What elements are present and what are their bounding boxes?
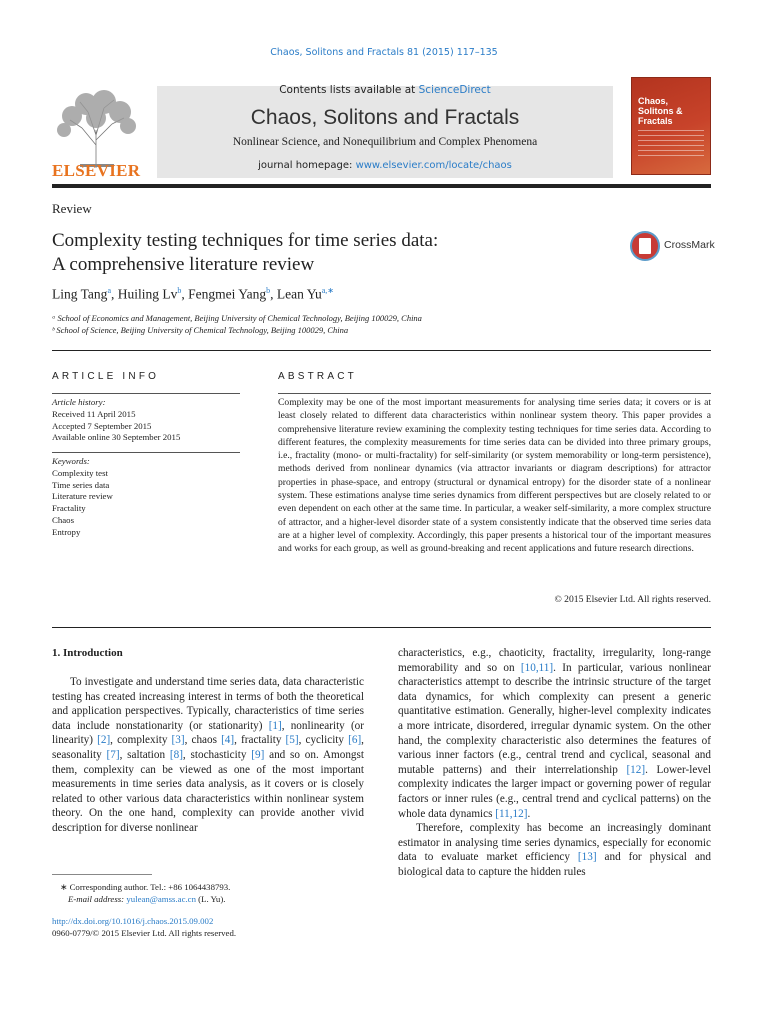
- email-suffix: (L. Yu).: [195, 894, 226, 904]
- article-title: [52, 229, 612, 277]
- citation-link[interactable]: [3]: [171, 734, 185, 747]
- citation-link[interactable]: [5]: [285, 734, 299, 747]
- citation-link[interactable]: [1]: [268, 719, 282, 732]
- keywords-block: [52, 456, 240, 539]
- section-rule: [52, 350, 711, 351]
- author-affil-marker[interactable]: a: [107, 286, 111, 295]
- journal-title: Chaos, Solitons and Fractals: [250, 106, 520, 129]
- abstract-copyright: © 2015 Elsevier Ltd. All rights reserved.: [554, 594, 711, 605]
- article-type: Review: [52, 201, 92, 216]
- body-text: , seasonality: [52, 734, 364, 761]
- section-heading-introduction: 1. Introduction: [52, 647, 123, 659]
- body-text: and for physical and biological data to capture the hidden rules: [398, 851, 711, 878]
- body-text: , cyclicity: [298, 734, 349, 747]
- sciencedirect-link[interactable]: ScienceDirect: [418, 84, 491, 96]
- issn-copyright: 0960-0779/© 2015 Elsevier Ltd. All rights reserved.: [52, 928, 237, 938]
- body-text: characteristics, e.g., chaoticity, fractality, irregularity, long-range memorability and so on: [398, 647, 711, 674]
- body-paragraph: [52, 675, 364, 836]
- section-rule: [52, 627, 711, 628]
- history-label: Article history:: [52, 397, 106, 407]
- homepage-prefix: journal homepage:: [258, 160, 356, 171]
- article-info-rule: [52, 393, 240, 394]
- body-text: , chaos: [184, 734, 222, 747]
- body-text: , fractality: [234, 734, 286, 747]
- author-affil-marker[interactable]: a,∗: [321, 286, 335, 295]
- header-rule: [52, 184, 711, 188]
- citation-link[interactable]: [11,12]: [495, 807, 528, 820]
- email-label: E-mail address:: [68, 894, 127, 904]
- contents-line: [157, 84, 613, 96]
- body-text: , complexity: [110, 734, 172, 747]
- contents-prefix: Contents lists available at: [279, 84, 419, 96]
- citation-link[interactable]: [9]: [251, 748, 265, 761]
- keywords-label: Keywords:: [52, 456, 90, 466]
- history-accepted: Accepted 7 September 2015: [52, 420, 152, 431]
- keyword: Time series data: [52, 479, 110, 490]
- body-paragraph: [398, 646, 711, 821]
- citation-link[interactable]: [2]: [97, 734, 111, 747]
- keyword: Fractality: [52, 503, 86, 514]
- citation-link[interactable]: [8]: [169, 748, 183, 761]
- journal-subtitle: Nonlinear Science, and Nonequilibrium and Complex Phenomena: [232, 136, 538, 148]
- homepage-link[interactable]: www.elsevier.com/locate/chaos: [355, 160, 512, 171]
- article-history: [52, 397, 240, 444]
- keyword: Literature review: [52, 491, 113, 502]
- cover-decoration: [638, 130, 704, 160]
- footnote-rule: [52, 874, 152, 875]
- body-paragraph: [398, 821, 711, 879]
- crossmark-badge[interactable]: [630, 231, 714, 263]
- keyword: Complexity test: [52, 467, 108, 478]
- body-text: , nonlinearity (or linearity): [52, 719, 364, 747]
- citation-link[interactable]: [4]: [221, 734, 235, 747]
- citation-link[interactable]: [10,11]: [520, 661, 554, 674]
- body-column-right: [398, 646, 711, 880]
- body-text: , saltation: [119, 748, 170, 761]
- body-text: . In particular, various nonlinear characteristics attempt to describe the intrinsic structure of the target data dynamics, for which complexity can present a generic quantitative estimation. Generally, higher-level complexity indicates a more intricate, disordered, irregular dynamic system. On the other hand, the complexity characteristic also determines the features of various inner factors (e.g., central trend and cyclical, seasonal and mutable patterns) and their interrelationship: [398, 661, 711, 776]
- crossmark-label: CrossMark: [664, 239, 715, 251]
- crossmark-icon: [630, 231, 660, 261]
- author-name[interactable]: Ling Tang: [52, 286, 108, 302]
- body-text: and so on. Amongst them, complexity can be viewed as one of the most important measurements in time series data analysis, as it covers or is closely related to other various data characteristics within nonlinear system theory. On the one hand, complexity can provide another vivid description for diverse nonlinear: [52, 748, 364, 834]
- citation-link[interactable]: [13]: [577, 851, 597, 864]
- article-title-line-2: A comprehensive literature review: [52, 254, 315, 275]
- journal-homepage: [157, 160, 613, 171]
- email-note: [68, 893, 225, 905]
- author-name[interactable]: Fengmei Yang: [188, 286, 267, 302]
- article-title-line-1: Complexity testing techniques for time series data:: [52, 230, 439, 251]
- abstract-heading: ABSTRACT: [278, 371, 357, 382]
- body-text: To investigate and understand time series data, data characteristic testing has created increasing interest in terms of both the theoretical and application perspectives. Typically, characteristics of time series data include nonstationarity (or stationarity): [52, 676, 364, 732]
- history-received: Received 11 April 2015: [52, 408, 136, 419]
- email-link[interactable]: yulean@amss.ac.cn: [126, 894, 196, 904]
- body-text: .: [527, 807, 531, 820]
- doi-link[interactable]: http://dx.doi.org/10.1016/j.chaos.2015.09.002: [52, 916, 214, 926]
- body-column-left: [52, 675, 364, 836]
- author-name[interactable]: Lean Yu: [276, 286, 322, 302]
- body-text: Therefore, complexity has become an increasingly dominant estimator in analysing time series dynamics, especially for economic data to evaluate market efficiency: [398, 822, 711, 864]
- publisher-name: ELSEVIER: [52, 161, 141, 180]
- author-affil-marker[interactable]: b: [177, 286, 182, 295]
- journal-reference[interactable]: Chaos, Solitons and Fractals 81 (2015) 117–135: [270, 47, 498, 58]
- corresponding-author-note: ∗ Corresponding author. Tel.: +86 1064438793.: [60, 882, 231, 892]
- citation-link[interactable]: [6]: [348, 734, 362, 747]
- author-name[interactable]: Huiling Lv: [117, 286, 178, 302]
- journal-cover-thumbnail[interactable]: [631, 77, 711, 175]
- keyword: Chaos: [52, 514, 74, 525]
- keywords-rule: [52, 452, 240, 453]
- body-text: . Lower-level complexity indicates the larger impact or governing power of regular factors or inner rules (e.g., central trend and cyclical patterns) on the whole data dynamics: [398, 763, 711, 820]
- keyword: Entropy: [52, 526, 81, 537]
- history-online: Available online 30 September 2015: [52, 432, 181, 443]
- affiliation: ᵃ School of Economics and Management, Beijing University of Chemical Technology, Beijing 100029, China: [52, 313, 422, 323]
- article-info-heading: ARTICLE INFO: [52, 371, 160, 382]
- citation-link[interactable]: [12]: [626, 763, 646, 776]
- abstract-text: Complexity may be one of the most important measurements for analysing time series data; it covers or is at least closely related to different data characteristics within nonlinear system theory. This paper provides a comprehensive literature review examining the complexity testing techniques for time series data. According to different features, the complexity measurements for time series data can be divided into three primary groups, i.e., fractality (mono- or multi-fractality) for self-similarity (or system memorability or long-term persistence), methods derived from nonlinear dynamics (via attractor invariants or diagram descriptions) for attractor properties in phase-space, and entropy (structural or dynamical entropy) for the disorder state of a nonlinear system. These estimations analyse time series dynamics from different perspectives but are closely related to or even dependent on each other at the same time. In particular, a weaker self-similarity, a more complex structure of attractor, and a higher-level disorder state of a system consistently indicate that the observed time series data are at a higher level of complexity. Accordingly, this paper presents a historical tour of the important measures and works for each group, as well as ground-breaking and recent applications and future research directions.: [278, 397, 711, 555]
- abstract-rule: [278, 393, 711, 394]
- author-list: Ling Tang$^a$, Huiling Lv$^b$, Fengmei Yang$^b$, Lean $Yu^{a,∗}$: [52, 286, 335, 302]
- citation-link[interactable]: [7]: [106, 748, 120, 761]
- author-affil-marker[interactable]: b: [266, 286, 271, 295]
- cover-title: Chaos, Solitons & Fractals: [638, 96, 683, 126]
- affiliation: ᵇ School of Science, Beijing University of Chemical Technology, Beijing 100029, China: [52, 325, 349, 335]
- body-text: , stochasticity: [182, 748, 252, 761]
